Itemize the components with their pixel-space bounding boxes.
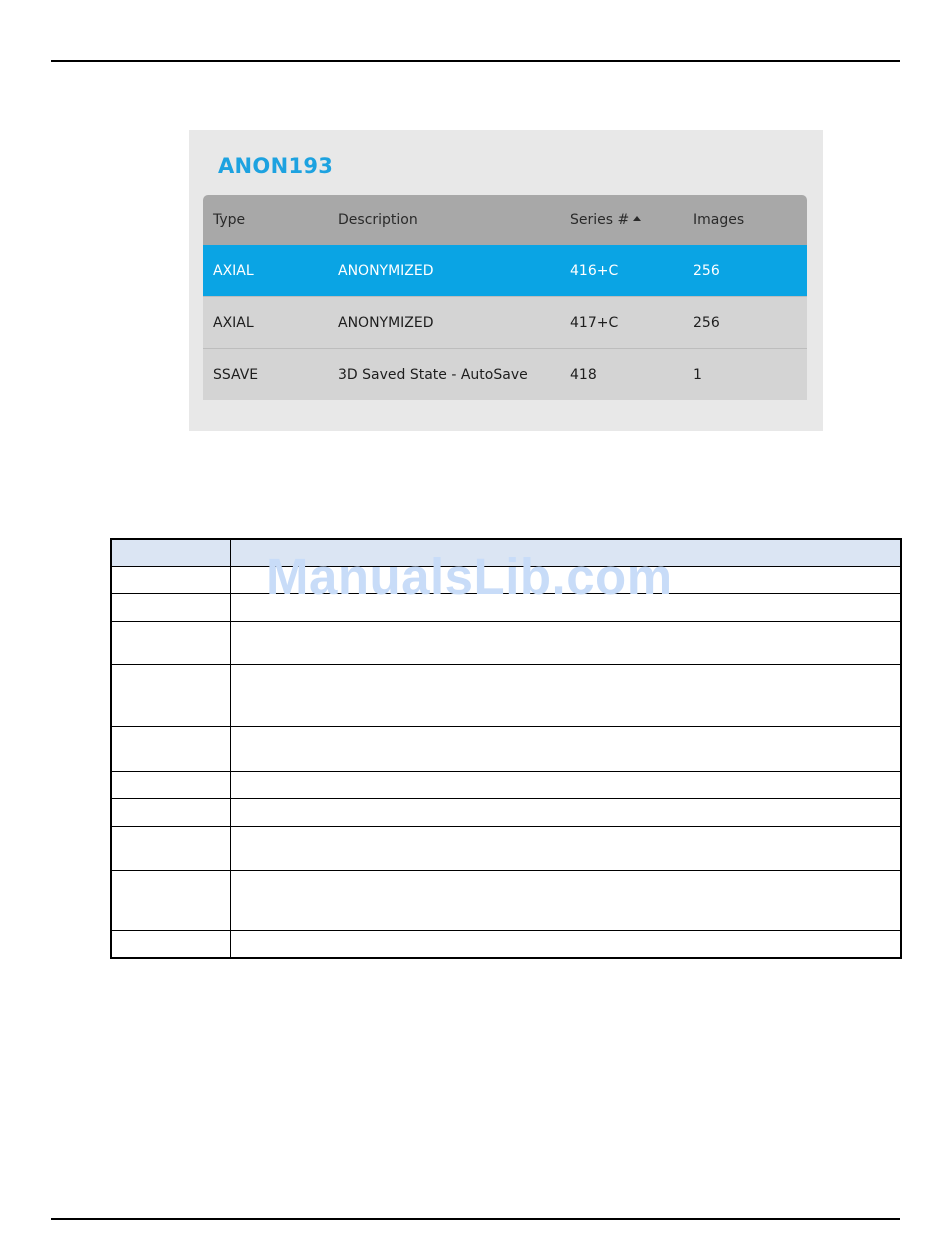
top-rule — [51, 60, 900, 62]
row-series: 418 — [560, 349, 683, 401]
table-cell — [231, 567, 902, 594]
header-cell — [231, 539, 902, 567]
row-type: AXIAL — [203, 245, 328, 297]
table-cell — [111, 622, 231, 665]
series-row[interactable] — [203, 297, 807, 349]
table-cell — [111, 594, 231, 622]
row-images: 256 — [683, 245, 807, 297]
table-cell — [111, 931, 231, 958]
row-description: ANONYMIZED — [328, 297, 560, 349]
table-cell — [231, 931, 902, 958]
table-row — [111, 799, 901, 827]
table-cell — [231, 594, 902, 622]
sort-ascending-icon — [633, 216, 641, 221]
row-series: 417+C — [560, 297, 683, 349]
series-list-screenshot — [189, 130, 823, 431]
table-cell — [111, 567, 231, 594]
table-cell — [231, 871, 902, 931]
patient-title: ANON193 — [218, 154, 334, 178]
series-table-header — [203, 195, 807, 245]
table-cell — [231, 772, 902, 799]
table-row — [111, 727, 901, 772]
reference-table-header — [111, 539, 901, 567]
row-type: SSAVE — [203, 349, 328, 401]
table-cell — [231, 665, 902, 727]
table-row — [111, 665, 901, 727]
table-cell — [231, 799, 902, 827]
bottom-rule — [51, 1218, 900, 1220]
row-images: 256 — [683, 297, 807, 349]
table-cell — [111, 827, 231, 871]
col-series-label: Series # — [570, 212, 630, 228]
row-series: 416+C — [560, 245, 683, 297]
watermark: ManualsLib.com — [266, 548, 673, 605]
col-description[interactable] — [328, 195, 560, 245]
table-cell — [111, 727, 231, 772]
table-cell — [111, 772, 231, 799]
col-type[interactable] — [203, 195, 328, 245]
col-images[interactable] — [683, 195, 807, 245]
row-images: 1 — [683, 349, 807, 401]
table-row — [111, 772, 901, 799]
series-row[interactable] — [203, 349, 807, 401]
table-cell — [111, 665, 231, 727]
col-series[interactable] — [560, 195, 683, 245]
table-cell — [111, 799, 231, 827]
table-cell — [231, 827, 902, 871]
table-row — [111, 871, 901, 931]
table-cell — [231, 727, 902, 772]
col-description-label: Description — [338, 212, 418, 228]
series-table — [203, 195, 807, 400]
series-row[interactable] — [203, 245, 807, 297]
table-row — [111, 827, 901, 871]
table-row — [111, 622, 901, 665]
row-description: ANONYMIZED — [328, 245, 560, 297]
col-images-label: Images — [693, 212, 745, 228]
table-row — [111, 567, 901, 594]
col-type-label: Type — [213, 212, 246, 228]
table-cell — [231, 622, 902, 665]
row-description: 3D Saved State - AutoSave — [328, 349, 560, 401]
row-type: AXIAL — [203, 297, 328, 349]
header-cell — [111, 539, 231, 567]
table-row — [111, 931, 901, 958]
table-row — [111, 594, 901, 622]
table-cell — [111, 871, 231, 931]
reference-table — [110, 538, 902, 959]
